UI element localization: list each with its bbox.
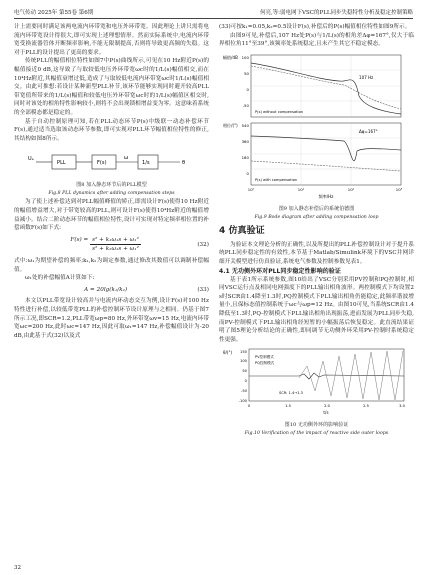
tick-label: 360	[241, 138, 249, 144]
paragraph: 基于自动控制原理可知,若在PLL动态环节P(s)中级联一动态补偿环节F(s),通过适当选取该动态环节参数,即可实现对PLL环节幅值相位特性的修正,其结构如图8所示。	[14, 118, 209, 142]
annotation: SCR: 1.4→1.3	[279, 391, 303, 396]
section-heading: 4 仿真验证	[219, 225, 265, 236]
y-axis-label: 相位/(°)	[223, 122, 238, 128]
equation-fraction	[90, 236, 141, 254]
block-label: 1/s	[142, 160, 150, 167]
tick-label: 2.0	[324, 404, 330, 409]
block-label: F(s)	[97, 160, 107, 167]
paragraph: 由图9可见,补偿后,107 Hz处P(s)与1/L(s)的相角差Δφ=167°,仅大于临界相位角11°至39°,该频率处系统稳定,且未产生其它不稳定模态。	[219, 32, 414, 48]
tick-label: 100	[239, 359, 247, 364]
equation-number: (33)	[197, 286, 209, 293]
tick-label: -100	[238, 399, 247, 404]
tick-label: 2.5	[363, 404, 369, 409]
y-axis-label: 幅值/dB	[223, 54, 238, 60]
tick-label: 10²	[347, 186, 355, 192]
paragraph: 为了使上述补偿达到对PLL幅值峰值的矫正,即需设计F(s)使得10 Hz附近的幅值增益增大,对于带宽较高的PLL,则可设计F(s)使得10⁴Hz附近的幅值增益减小。结合二阶动态环节的幅值相位特性,设计可实现对特定频率相位置的补偿函数F(s)如下式:	[14, 199, 209, 232]
running-title: 何亮,等:弱电网下VSC的PLL同步失稳特性分析及稳定控制策略	[259, 10, 413, 16]
paragraph: 本文以PLL带宽设计较高并与电流内环动态交互为例,设计F(s)对100 Hz特性进行补偿,以较低带宽PLL的补偿控制环节设计原理与之相同。仍基于图7所示工况,即SCR=1.2,PLL带宽ωp=80 Hz,外环带宽ωv=15 Hz,电流内环带宽ωc=200 Hz,此时ωc=147 Hz,因此可取ω₁=147 Hz,补偿幅值设计为-20 dB,由此基于式(32)以及式	[14, 298, 209, 339]
y-axis-label: θ/(°)	[223, 350, 233, 356]
tick-label: 50	[244, 70, 249, 76]
tick-label: 150	[239, 350, 247, 355]
figure-caption-en: Fig.10 Verification of the impact of reactive side outer loops	[244, 431, 389, 436]
equation-33	[14, 286, 209, 295]
legend-item: PQ控制模式	[255, 361, 275, 366]
pll-block-diagram	[14, 146, 209, 176]
page-header	[14, 8, 413, 19]
figure-caption: 图10 无功侧外环的影响验证	[284, 422, 349, 428]
tick-label: 100	[241, 54, 249, 60]
tick-label: 0	[246, 86, 249, 92]
tick-label: -50	[240, 389, 247, 394]
right-column	[219, 23, 414, 440]
figure-caption-en: Fig.8 PLL dynamics after adding compensation steps	[48, 190, 175, 196]
journal-info: 电气传动 2025年 第55卷 第6期	[14, 10, 94, 16]
left-column	[14, 23, 209, 340]
legend-item: PV控制模式	[255, 355, 274, 360]
equation-number: (32)	[197, 241, 209, 248]
tick-label: 1.5	[285, 404, 291, 409]
phase-curve-compensated	[251, 161, 401, 171]
figure-8	[14, 146, 209, 197]
subsection-heading: 4.1 无功侧外环对PLL同步稳定性影响的验证	[219, 267, 341, 275]
figure-caption-en: Fig.9 Bode diagram after adding compensation loop	[254, 215, 379, 221]
legend-item: P(s) without compensation	[255, 109, 304, 114]
page-number: 32	[14, 565, 21, 571]
tick-label: 0	[244, 379, 247, 384]
figure-caption: 图9 加入静态补偿后的系统伯德图	[278, 206, 355, 213]
annotation: 107 Hz	[359, 74, 374, 80]
x-axis-label: t/s	[323, 410, 329, 416]
equation-numerator: s² + k₁ω₁s + ω₁²	[90, 236, 141, 246]
phase-angle-plot	[219, 346, 414, 416]
paragraph: 计上需要同时满足该两电流内环带宽和电压外环带宽。因此理论上讲只需将电流内环带宽设计得很大,即可实现上述理想情形。然而实际系统中,电流内环带宽受换流器管体开断频率影响,不能无限制提高,否则将导致更高频的失稳。这对于PLL的设计提出了更高的要求。	[14, 24, 209, 56]
tick-label: 10¹	[297, 186, 305, 192]
equation-lhs: F(s) =	[70, 236, 89, 243]
omega-label: ω	[124, 155, 129, 162]
bode-diagram	[219, 51, 414, 201]
paragraph: (33)可按k₁=0.05,k₂=0.5设计F(s),补偿后的P(s)幅值相位特性如图9所示。	[219, 24, 411, 30]
equation-32	[14, 236, 209, 254]
block-label: PLL	[57, 160, 66, 167]
annotation: Δφ=167°	[359, 128, 378, 134]
x-axis-label: 频率/Hz	[318, 193, 334, 199]
paragraph: 为验证本文理论分析的正确性,以及所提出的PLL补偿控制设计对于提升系统PLL同步稳定性的有效性,本节基于Matlab/Simulink环境下的VSC并网详细开关模型进行仿真验证,系统电气参数及控制参数见表1。	[219, 241, 414, 266]
tick-label: 10³	[395, 186, 403, 192]
tick-label: 50	[242, 369, 247, 374]
tick-label: 180	[241, 154, 249, 160]
output-label: θ	[182, 160, 186, 167]
tick-label: 3.0	[399, 404, 405, 409]
tick-label: 0	[247, 404, 251, 409]
paragraph: 基于表1所示系统参数,图10给出了VSC分别采用PV控制和PQ控制时,相同VSC运行点及相同电网强度下的PLL输出相角波形。两控制模式下均设置2 s时SCR由1.4降至1.3时,PQ控制模式下PLL输出相角仍能稳定,此频率谐波增量小,且保标态值控制系统于ωc与ωp=12 Hz。由图10可见,当系统SCR由1.4降低至1.3时,PQ-控制模式下PLL输出相角出现振荡,进而发展为PLL同步失稳,而PV-控制模式下PLL输出相角经短暂的小幅振荡后恢复稳定。此直流结果证明了图5理论分析结论的正确性,即同调节无功侧外环采用PV-控制时系统稳定性更强。	[219, 276, 414, 343]
tick-label: -50	[242, 102, 249, 108]
magnitude-curve-compensated	[251, 66, 401, 109]
paragraph: ω₁处的补偿幅值A计算如下:	[25, 275, 95, 282]
input-label: Uₑ	[28, 156, 34, 163]
tick-label: 540	[241, 122, 249, 128]
figure-9	[219, 51, 414, 222]
equation-denominator: s² + k₂ω₁s + ω₁²	[92, 246, 139, 253]
tick-label: 0	[246, 170, 249, 176]
phase-curve	[251, 136, 401, 161]
figure-caption: 图8 加入静态环节后的PLL模型	[76, 181, 147, 188]
legend-item: P(s) with compensation	[255, 177, 298, 182]
paragraph: 传统PLL的幅值相位特性如图7中P(s)曲线所示,可见在10 Hz附近P(s)的幅值接近0 dB,这导致了与取较低电压外环带宽ωc时的1/L(s)幅值相交,而在10⁴Hz附近,其幅值衰增过低,造成了与取较低电流内环带宽ωc时1/L(s)幅值相交。由此可推想:若设计某种新型PLL补节,该环节能够实现同时避开较高PLL带宽值所带来的1/L(s)幅值和较低电压外环带宽ωc时的1/L(s)幅值区相交时,同时对该处的相角特性影响较小,则将不会出现锁相增益变为零。这意味着系统的全部模态都是稳定的。	[14, 58, 209, 116]
figure-10	[219, 346, 414, 437]
paragraph: 式中:ω₁为期望补偿的频率;k₁,k₂为调定参数,通过修改其数值可以调制补偿幅值。	[14, 257, 209, 273]
equation-body: A = 20lg(k₁/k₂)	[84, 286, 128, 293]
tick-label: 10⁰	[247, 186, 255, 192]
